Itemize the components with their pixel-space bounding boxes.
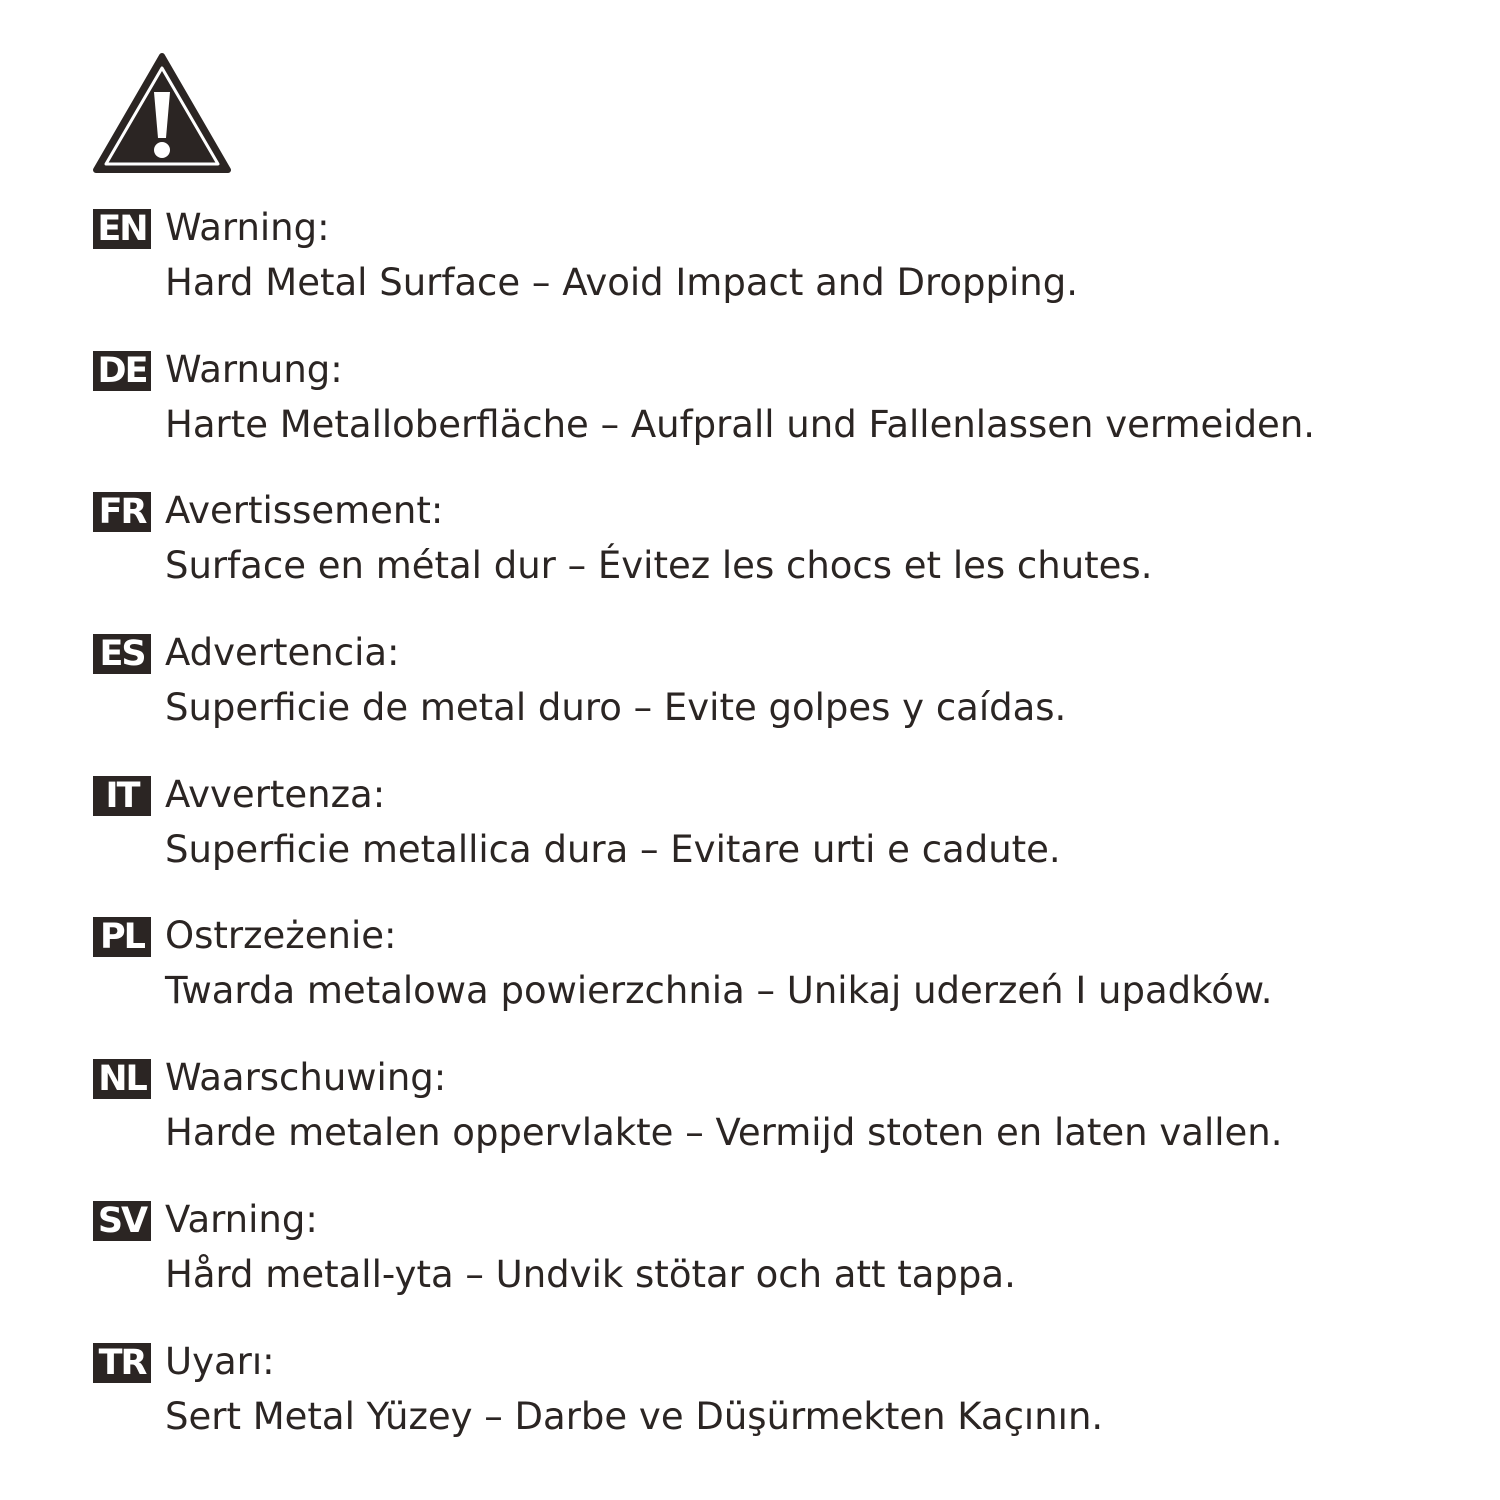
language-badge-it: IT [93, 776, 151, 816]
warning-entry-nl [93, 1047, 1483, 1189]
warning-heading-en: Warning: [165, 206, 330, 249]
warning-entry-de [93, 339, 1483, 481]
warning-message-en: Hard Metal Surface – Avoid Impact and Dropping. [165, 261, 1078, 304]
warning-entry-pl [93, 905, 1483, 1047]
warning-message-es: Superficie de metal duro – Evite golpes y caídas. [165, 686, 1067, 730]
warning-message-sv: Hård metall-yta – Undvik stötar och att tappa. [165, 1252, 1016, 1296]
warning-message-fr: Surface en métal dur – Évitez les chocs et les chutes. [165, 544, 1153, 588]
warning-heading-de: Warnung: [165, 347, 343, 391]
language-badge-pl: PL [93, 917, 151, 957]
warning-message-de: Harte Metalloberfläche – Aufprall und Fallenlassen vermeiden. [165, 402, 1316, 446]
warning-heading-fr: Avertissement: [165, 489, 444, 533]
warning-heading-sv: Varning: [165, 1197, 318, 1241]
warning-heading-it: Avvertenza: [165, 772, 386, 816]
language-badge-sv: SV [93, 1201, 151, 1241]
warning-triangle-icon [92, 52, 232, 176]
warning-heading-tr: Uyarı: [165, 1339, 275, 1383]
warning-message-tr: Sert Metal Yüzey – Darbe ve Düşürmekten Kaçının. [165, 1394, 1104, 1438]
warning-list [93, 197, 1483, 1472]
language-badge-es: ES [93, 634, 151, 674]
language-badge-de: DE [93, 351, 151, 391]
language-badge-en: EN [93, 209, 151, 249]
warning-entry-it [93, 764, 1483, 906]
warning-entry-sv [93, 1189, 1483, 1331]
language-badge-nl: NL [93, 1059, 151, 1099]
warning-entry-en [93, 197, 1483, 339]
language-badge-tr: TR [93, 1343, 151, 1383]
warning-entry-es [93, 622, 1483, 764]
warning-message-nl: Harde metalen oppervlakte – Vermijd stoten en laten vallen. [165, 1111, 1283, 1155]
warning-message-pl: Twarda metalowa powierzchnia – Unikaj uderzeń I upadków. [165, 969, 1273, 1013]
warning-heading-pl: Ostrzeżenie: [165, 914, 397, 958]
warning-heading-nl: Waarschuwing: [165, 1056, 447, 1100]
warning-entry-tr [93, 1331, 1483, 1473]
warning-heading-es: Advertencia: [165, 631, 400, 675]
warning-message-it: Superficie metallica dura – Evitare urti e cadute. [165, 827, 1061, 871]
language-badge-fr: FR [93, 492, 151, 532]
warning-entry-fr [93, 480, 1483, 622]
